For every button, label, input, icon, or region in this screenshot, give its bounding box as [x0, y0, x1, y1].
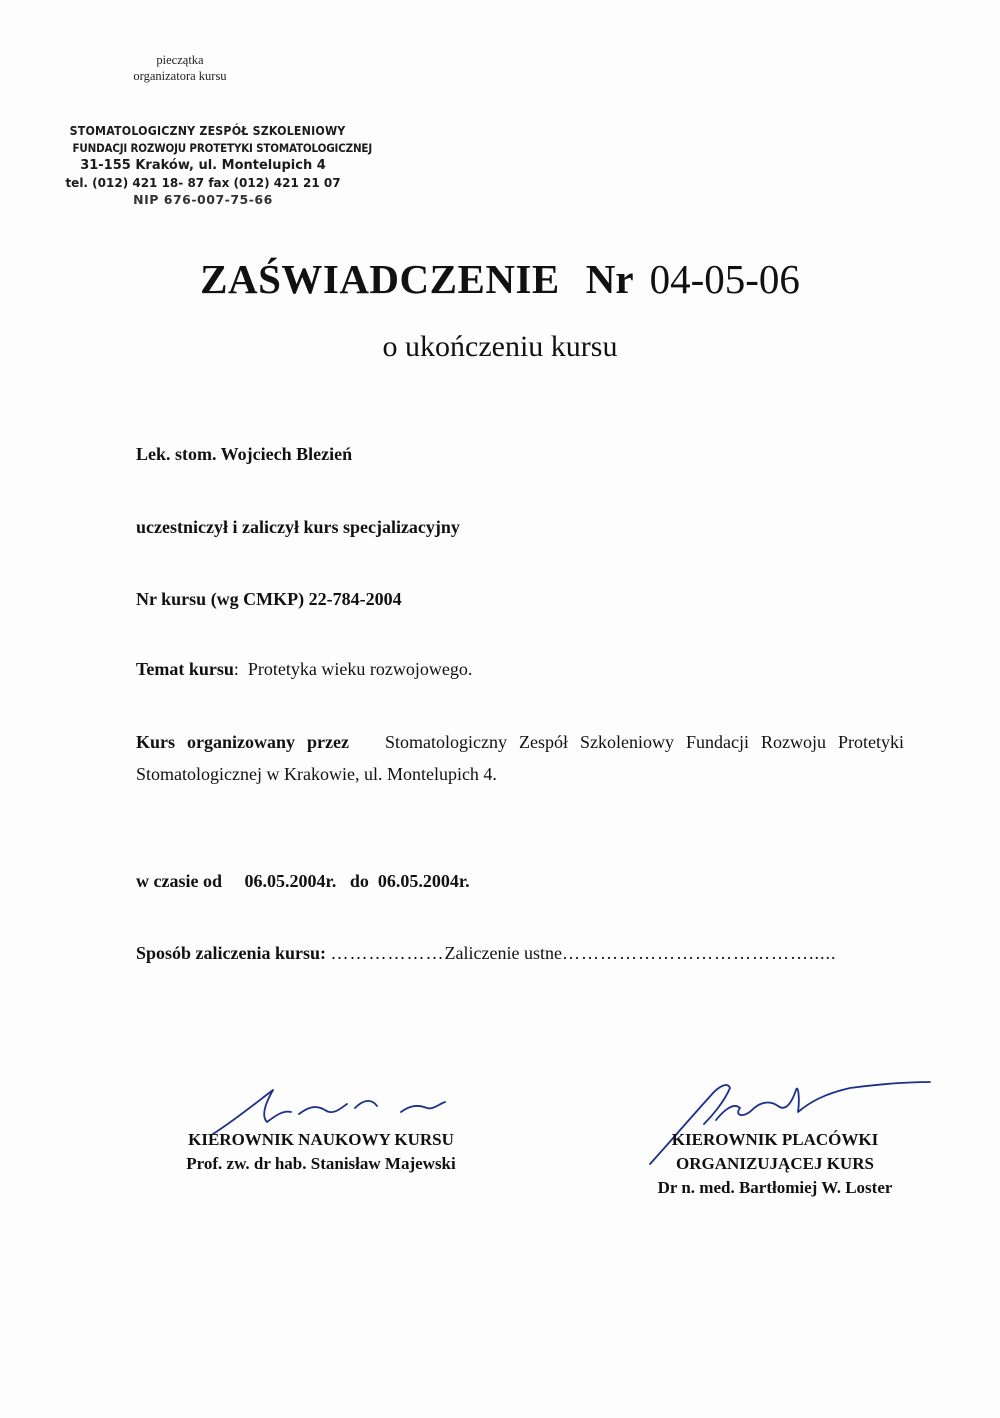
course-number: Nr kursu (wg CMKP) 22-784-2004 — [136, 589, 402, 609]
right-signature-block — [610, 1128, 940, 1200]
completion-dots-before: ……………… — [330, 943, 445, 963]
certificate-title — [0, 255, 1000, 303]
period-label: w czasie od — [136, 871, 222, 891]
course-period — [136, 871, 470, 892]
left-signatory-title: KIEROWNIK NAUKOWY KURSU — [188, 1130, 454, 1149]
period-to-label: do — [349, 871, 369, 891]
stamp-caption — [110, 52, 250, 84]
stamp-line-organization: STOMATOLOGICZNY ZESPÓŁ SZKOLENIOWY — [69, 124, 346, 138]
stamp-line-nip: NIP 676-007-75-66 — [133, 192, 273, 207]
completion-label: Sposób zaliczenia kursu: — [136, 943, 327, 963]
topic-label: Temat kursu — [136, 659, 234, 679]
right-signatory-title-line2: ORGANIZUJĄCEJ KURS — [676, 1154, 874, 1173]
certificate-subtitle: o ukończeniu kursu — [382, 330, 618, 363]
title-nr: Nr — [585, 256, 634, 302]
completion-dots-after: …………………………………..... — [561, 943, 837, 963]
left-signatory-name: Prof. zw. dr hab. Stanisław Majewski — [186, 1154, 456, 1173]
topic-value: Protetyka wieku rozwojowego. — [247, 659, 473, 679]
organizer-value: Stomatologiczny Zespół Szkoleniowy Fundacji Rozwoju Protetyki Stomatologicznej w Krakowie, ul. Montelupich 4. — [136, 732, 905, 784]
certificate-number: 04-05-06 — [649, 256, 800, 302]
stamp-line-phone: tel. (012) 421 18- 87 fax (012) 421 21 07 — [65, 176, 341, 190]
stamp-line-address: 31-155 Kraków, ul. Montelupich 4 — [80, 158, 326, 173]
right-signatory-name: Dr n. med. Bartłomiej W. Loster — [657, 1178, 893, 1197]
organizer-label: Kurs organizowany przez — [136, 732, 349, 752]
participation-statement: uczestniczył i zaliczył kurs specjalizacyjny — [136, 517, 460, 537]
title-word: ZAŚWIADCZENIE — [200, 256, 560, 302]
stamp-caption-line2: organizatora kursu — [133, 69, 227, 83]
course-topic — [136, 659, 472, 680]
stamp-caption-line1: pieczątka — [156, 53, 204, 67]
organizer-stamp — [58, 124, 373, 207]
topic-colon: : — [233, 659, 239, 679]
right-signatory-title-line1: KIEROWNIK PLACÓWKI — [671, 1130, 879, 1149]
stamp-line-foundation: FUNDACJI ROZWOJU PROTETYKI STOMATOLOGICZNEJ — [72, 141, 373, 155]
recipient-name: Lek. stom. Wojciech Blezień — [136, 444, 353, 464]
completion-method — [136, 943, 836, 964]
left-signature-block — [136, 1128, 506, 1176]
course-organizer — [136, 726, 904, 790]
completion-value: Zaliczenie ustne — [444, 943, 562, 963]
period-to: 06.05.2004r. — [377, 871, 470, 891]
period-from: 06.05.2004r. — [244, 871, 337, 891]
